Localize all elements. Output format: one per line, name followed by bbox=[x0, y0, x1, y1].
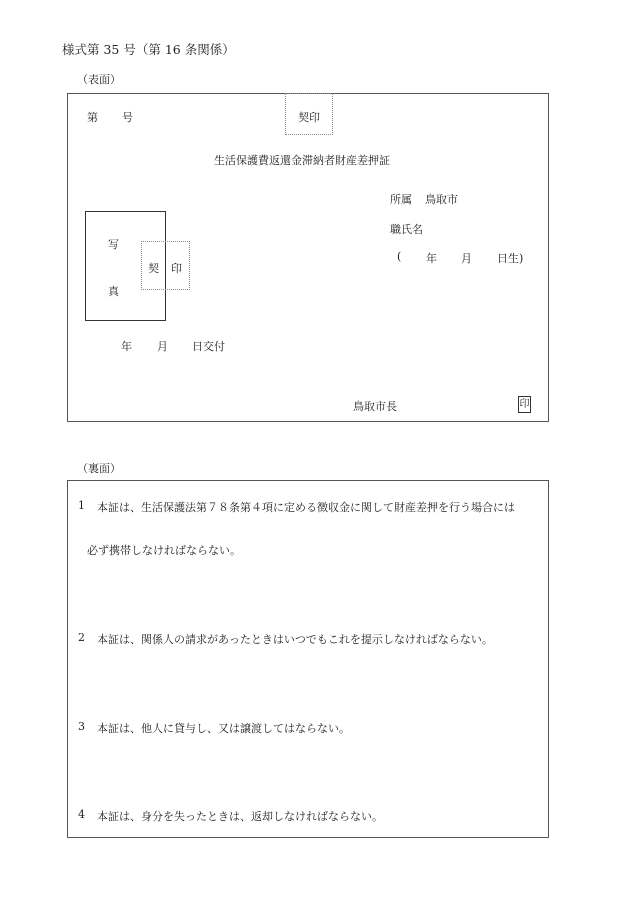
item-1-number: 1 bbox=[78, 499, 85, 512]
photo-char-2: 真 bbox=[108, 285, 119, 298]
birth-open-paren: ( bbox=[397, 250, 402, 263]
item-4-text: 本証は、身分を失ったときは、返却しなければならない。 bbox=[97, 810, 383, 823]
photo-seal-char-1: 契 bbox=[148, 262, 159, 275]
birth-year-label: 年 bbox=[426, 252, 437, 265]
issue-month-label: 月 bbox=[157, 340, 168, 353]
item-2-text: 本証は、関係人の請求があったときはいつでもこれを提示しなければならない。 bbox=[97, 633, 493, 646]
affiliation-value: 鳥取市 bbox=[425, 193, 458, 206]
affiliation-label: 所属 bbox=[390, 193, 412, 206]
top-seal-label: 契印 bbox=[298, 111, 320, 124]
issue-year-label: 年 bbox=[121, 340, 132, 353]
certificate-title: 生活保護費返還金滞納者財産差押証 bbox=[214, 154, 390, 167]
form-title: 様式第 35 号（第 16 条関係） bbox=[62, 42, 235, 57]
item-1-continuation: 必ず携帯しなければならない。 bbox=[87, 544, 241, 557]
official-stamp-box: 印 bbox=[518, 396, 531, 413]
position-name-label: 職氏名 bbox=[390, 223, 423, 236]
item-2-number: 2 bbox=[78, 631, 85, 644]
back-card bbox=[67, 480, 549, 838]
number-label-prefix: 第 bbox=[87, 111, 98, 124]
back-section-label: （裏面） bbox=[77, 462, 121, 475]
item-3-text: 本証は、他人に貸与し、又は譲渡してはならない。 bbox=[97, 722, 350, 735]
photo-char-1: 写 bbox=[108, 238, 119, 251]
number-label-suffix: 号 bbox=[122, 111, 133, 124]
photo-seal-char-2: 印 bbox=[171, 262, 182, 275]
birth-month-label: 月 bbox=[461, 252, 472, 265]
item-4-number: 4 bbox=[78, 808, 85, 821]
issuer-label: 鳥取市長 bbox=[353, 400, 397, 413]
front-card bbox=[67, 93, 549, 422]
birth-day-label: 日生) bbox=[497, 252, 524, 265]
front-section-label: （表面） bbox=[77, 73, 121, 86]
item-3-number: 3 bbox=[78, 720, 85, 733]
issue-day-label: 日交付 bbox=[192, 340, 225, 353]
item-1-text: 本証は、生活保護法第７８条第４項に定める徴収金に関して財産差押を行う場合には bbox=[97, 501, 515, 514]
